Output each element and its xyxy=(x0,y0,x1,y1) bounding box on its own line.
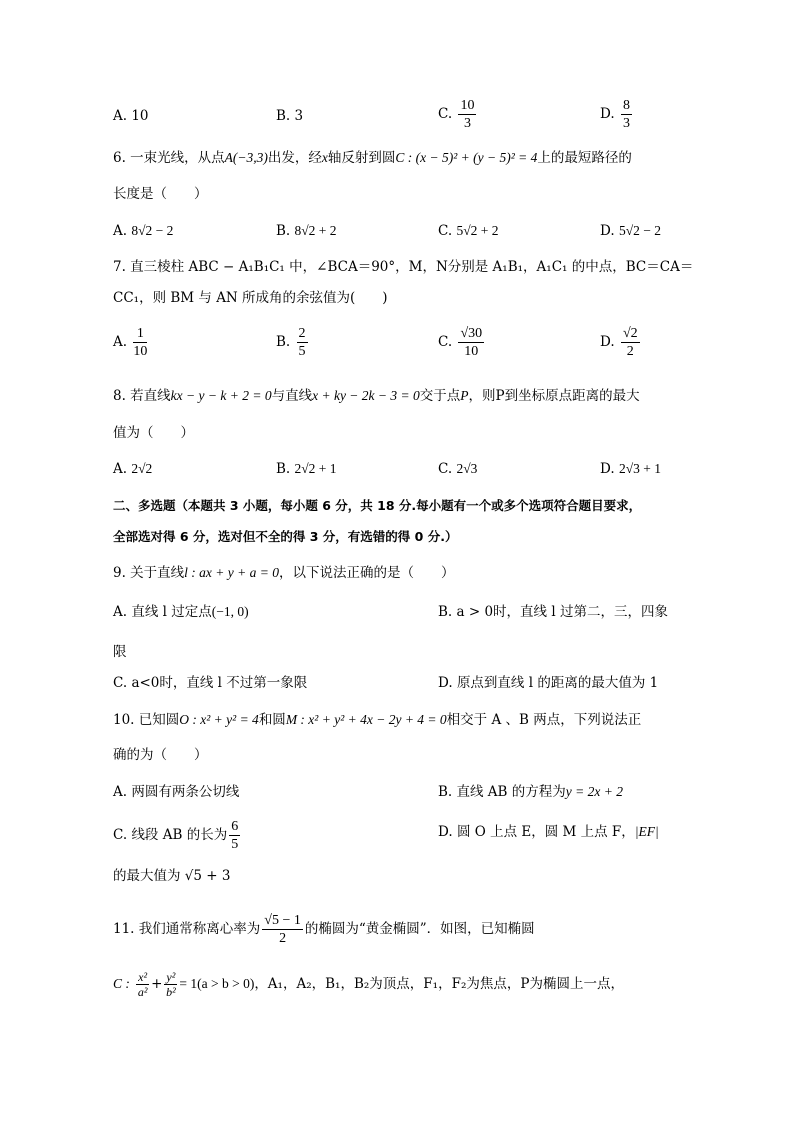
point-a: A(−3,3) xyxy=(224,150,268,165)
line-equation-2: x + ky − 2k − 3 = 0 xyxy=(312,388,420,403)
q9-option-b-cont: 限 xyxy=(113,644,127,660)
section-heading-line2: 全部选对得 6 分，选对但不全的得 3 分，有选错的得 0 分.） xyxy=(113,529,458,544)
q6-stem-line2: 长度是（ ） xyxy=(113,186,208,202)
option-fraction: $\frac{8}{3}$ xyxy=(622,98,630,131)
q7-stem-line2: CC₁，则 BM 与 AN 所成角的余弦值为( ) xyxy=(113,290,388,306)
q6-option-b[interactable]: B. 8√2 + 2 xyxy=(276,223,337,239)
q9-option-b[interactable]: B. a > 0时，直线 l 过第二，三，四象 xyxy=(438,604,668,620)
q9-stem: 9. 关于直线l : ax + y + a = 0，以下说法正确的是（ ） xyxy=(113,565,455,581)
q10-option-c[interactable]: C. 线段 AB 的长为 $\frac{6}{5}$ xyxy=(113,819,239,852)
line-equation: l : ax + y + a = 0 xyxy=(184,565,279,580)
q10-option-d-cont: 的最大值为 √5 + 3 xyxy=(113,868,231,884)
q11-ellipse-line: C : $\frac{\text{x²}}{\text{a²}}$ + $\frac{\text{y²}}{\text{b²}}$ = 1(a > b > 0)，A₁，A₂，B₁，B₂为顶点，F₁，F₂为焦点，P为椭圆上一点， xyxy=(113,970,624,999)
q9-option-d[interactable]: D. 原点到直线 l 的距离的最大值为 1 xyxy=(438,675,659,691)
q7-option-d[interactable]: D. $\frac{√2}{2}$ xyxy=(600,326,638,359)
q10-stem-line2: 确的为（ ） xyxy=(113,747,208,763)
q6-stem: 6. 一束光线，从点A(−3,3)出发，经x轴反射到圆C : (x − 5)² + (y − 5)² = 4上的最短路径的 xyxy=(113,150,632,166)
option-label: A. xyxy=(113,108,128,124)
option-fraction: $\frac{1}{10}$ xyxy=(133,326,148,359)
option-label: B. xyxy=(276,108,291,124)
q10-option-b[interactable]: B. 直线 AB 的方程为y = 2x + 2 xyxy=(438,784,623,800)
q9-option-a[interactable]: A. 直线 l 过定点(−1, 0) xyxy=(113,604,249,620)
option-fraction: $\frac{6}{5}$ xyxy=(231,819,239,852)
circle-equation: C : (x − 5)² + (y − 5)² = 4 xyxy=(395,150,538,165)
q7-option-a[interactable]: A. $\frac{1}{10}$ xyxy=(113,326,148,359)
q8-stem: 8. 若直线kx − y − k + 2 = 0与直线x + ky − 2k − 3 = 0交于点P，则P到坐标原点距离的最大 xyxy=(113,388,640,404)
q8-option-c[interactable]: C. 2√3 xyxy=(438,461,478,477)
circle-m-equation: M : x² + y² + 4x − 2y + 4 = 0 xyxy=(285,712,447,727)
q7-option-b[interactable]: B. $\frac{2}{5}$ xyxy=(276,326,306,359)
q5-option-b[interactable] xyxy=(276,106,303,126)
q8-stem-line2: 值为（ ） xyxy=(113,425,194,441)
option-value: 10 xyxy=(131,108,149,124)
q6-option-c[interactable]: C. 5√2 + 2 xyxy=(438,223,499,239)
q10-stem: 10. 已知圆O : x² + y² = 4和圆M : x² + y² + 4x − 2y + 4 = 0相交于 A 、B 两点，下列说法正 xyxy=(113,712,642,728)
q6-option-a[interactable]: A. 8√2 − 2 xyxy=(113,223,174,239)
circle-o-equation: O : x² + y² = 4 xyxy=(179,712,259,727)
q8-option-a[interactable]: A. 2√2 xyxy=(113,461,153,477)
option-fraction: $\frac{10}{3}$ xyxy=(460,98,475,131)
q8-option-d[interactable]: D. 2√3 + 1 xyxy=(600,461,661,477)
q6-option-d[interactable]: D. 5√2 − 2 xyxy=(600,223,661,239)
q7-option-c[interactable]: C. $\frac{√30}{10}$ xyxy=(438,326,483,359)
q7-stem: 7. 直三棱柱 ABC − A₁B₁C₁ 中，∠BCA＝90°，M，N分别是 A₁B₁，A₁C₁ 的中点，BC＝CA＝ xyxy=(113,259,694,275)
q10-option-d[interactable]: D. 圆 O 上点 E，圆 M 上点 F，|EF| xyxy=(438,824,659,840)
q9-option-c[interactable]: C. a<0时，直线 l 不过第一象限 xyxy=(113,675,308,691)
option-fraction: $\frac{√30}{10}$ xyxy=(460,326,483,359)
section-heading: 二、多选题（本题共 3 小题，每小题 6 分，共 18 分.每小题有一个或多个选项符合题目要求， xyxy=(113,498,642,513)
option-label: C. xyxy=(438,106,453,122)
q5-option-c[interactable] xyxy=(438,97,478,132)
q5-option-a[interactable] xyxy=(113,106,149,126)
option-fraction: $\frac{2}{5}$ xyxy=(298,326,306,359)
option-label: D. xyxy=(600,106,615,122)
line-equation-1: kx − y − k + 2 = 0 xyxy=(170,388,272,403)
q10-option-a[interactable]: A. 两圆有两条公切线 xyxy=(113,784,240,800)
q11-stem: 11. 我们通常称离心率为 $\frac{√5 - 1}{2}$ 的椭圆为“黄金椭圆”．如图，已知椭圆 xyxy=(113,913,535,946)
q8-option-b[interactable]: B. 2√2 + 1 xyxy=(276,461,337,477)
golden-ratio-fraction: $\frac{√5 - 1}{2}$ xyxy=(264,913,301,946)
q5-option-d[interactable] xyxy=(600,97,634,132)
option-value: 3 xyxy=(294,108,304,124)
option-fraction: $\frac{√2}{2}$ xyxy=(622,326,638,359)
